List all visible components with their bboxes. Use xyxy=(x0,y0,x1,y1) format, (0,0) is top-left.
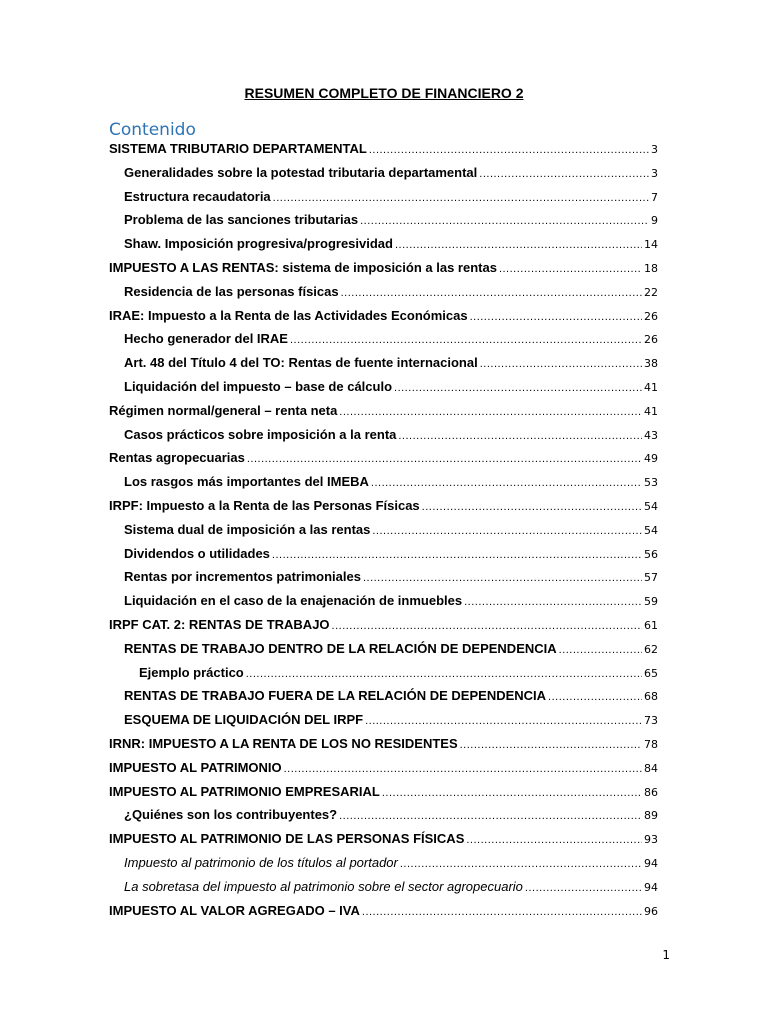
toc-dot-leader xyxy=(464,596,642,608)
toc-entry-page-number: 26 xyxy=(644,309,658,323)
toc-entry-page-number: 14 xyxy=(644,238,658,252)
toc-entry[interactable] xyxy=(124,212,658,232)
toc-entry-page-number: 53 xyxy=(644,476,658,490)
toc-dot-leader xyxy=(371,477,642,489)
toc-entry[interactable] xyxy=(109,141,658,161)
toc-entry-page-number: 61 xyxy=(644,619,658,632)
page-number: 1 xyxy=(662,948,670,962)
toc-entry-page-number: 49 xyxy=(644,452,658,466)
toc-dot-leader xyxy=(470,311,642,323)
toc-dot-leader xyxy=(360,215,649,227)
toc-entry-page-number: 9 xyxy=(651,214,658,228)
toc-entry-page-number: 22 xyxy=(644,285,658,299)
toc-entry[interactable] xyxy=(109,617,658,637)
toc-entry-label: IRNR: IMPUESTO A LA RENTA DE LOS NO RESIDENTES xyxy=(109,736,458,751)
toc-entry-label: Hecho generador del IRAE xyxy=(124,331,288,347)
toc-heading: Contenido xyxy=(109,120,196,140)
toc-entry-label: Shaw. Imposición progresiva/progresividad xyxy=(124,236,393,252)
toc-entry-label: SISTEMA TRIBUTARIO DEPARTAMENTAL xyxy=(109,141,367,156)
toc-dot-leader xyxy=(382,787,642,799)
toc-entry[interactable] xyxy=(109,498,658,518)
toc-dot-leader xyxy=(365,715,642,727)
toc-entry-label: IMPUESTO AL VALOR AGREGADO – IVA xyxy=(109,902,360,918)
toc-entry[interactable] xyxy=(124,379,658,399)
toc-entry[interactable] xyxy=(124,522,658,542)
toc-entry[interactable] xyxy=(109,784,658,804)
toc-entry[interactable] xyxy=(124,189,658,209)
toc-entry[interactable] xyxy=(109,831,658,851)
toc-dot-leader xyxy=(341,287,642,299)
toc-entry[interactable] xyxy=(109,308,658,328)
toc-entry-page-number: 84 xyxy=(644,761,658,775)
toc-dot-leader xyxy=(480,358,642,370)
toc-entry-label: IRPF: Impuesto a la Renta de las Personas Físicas xyxy=(109,498,420,513)
toc-entry-label: Sistema dual de imposición a las rentas xyxy=(124,521,371,537)
toc-entry[interactable] xyxy=(124,331,658,351)
toc-dot-leader xyxy=(422,501,642,513)
toc-entry-page-number: 18 xyxy=(644,262,658,275)
toc-entry-page-number: 89 xyxy=(644,809,658,823)
toc-entry[interactable] xyxy=(124,712,658,732)
toc-entry-page-number: 54 xyxy=(644,523,658,537)
toc-dot-leader xyxy=(246,668,642,680)
toc-entry-page-number: 68 xyxy=(644,690,658,704)
toc-entry-page-number: 38 xyxy=(644,357,658,371)
toc-entry-page-number: 56 xyxy=(644,547,658,561)
toc-entry-label: IRPF CAT. 2: RENTAS DE TRABAJO xyxy=(109,617,330,632)
toc-entry-page-number: 54 xyxy=(644,500,658,513)
toc-entry-label: Dividendos o utilidades xyxy=(124,545,270,561)
toc-entry[interactable] xyxy=(109,260,658,280)
toc-entry-label: Casos prácticos sobre imposición a la renta xyxy=(124,426,397,442)
toc-entry-label: Liquidación del impuesto – base de cálculo xyxy=(124,379,393,394)
toc-entry-page-number: 41 xyxy=(644,404,658,418)
toc-entry[interactable] xyxy=(124,474,658,494)
toc-entry-page-number: 94 xyxy=(644,880,658,894)
toc-entry-page-number: 62 xyxy=(644,642,658,656)
toc-dot-leader xyxy=(400,858,642,870)
toc-entry[interactable] xyxy=(124,688,658,708)
toc-entry-page-number: 73 xyxy=(644,714,658,728)
toc-entry-page-number: 78 xyxy=(644,738,658,751)
toc-entry[interactable] xyxy=(124,236,658,256)
toc-dot-leader xyxy=(395,239,642,251)
toc-entry[interactable] xyxy=(124,284,658,304)
document-title: RESUMEN COMPLETO DE FINANCIERO 2 xyxy=(244,85,524,101)
toc-entry-label: Rentas por incrementos patrimoniales xyxy=(124,569,361,585)
toc-entry-label: ¿Quiénes son los contribuyentes? xyxy=(124,807,338,823)
toc-entry[interactable] xyxy=(124,879,658,899)
toc-entry-label: IMPUESTO AL PATRIMONIO xyxy=(109,759,282,775)
toc-entry[interactable] xyxy=(124,807,658,827)
toc-entry-page-number: 86 xyxy=(644,785,658,799)
toc-entry-label: La sobretasa del impuesto al patrimonio sobre el sector agropecuario xyxy=(124,878,523,894)
toc-entry-page-number: 7 xyxy=(651,190,658,204)
toc-entry-page-number: 41 xyxy=(644,381,658,394)
toc-dot-leader xyxy=(525,882,642,894)
toc-entry[interactable] xyxy=(124,427,658,447)
toc-dot-leader xyxy=(247,453,642,465)
toc-entry-label: Liquidación en el caso de la enajenación de inmuebles xyxy=(124,593,463,609)
toc-entry[interactable] xyxy=(109,403,658,423)
toc-entry[interactable] xyxy=(109,736,658,756)
toc-dot-leader xyxy=(394,382,642,394)
toc-dot-leader xyxy=(272,549,642,561)
toc-entry[interactable] xyxy=(109,450,658,470)
toc-entry-label: ESQUEMA DE LIQUIDACIÓN DEL IRPF xyxy=(124,712,364,728)
toc-dot-leader xyxy=(398,430,642,442)
toc-entry[interactable] xyxy=(109,760,658,780)
toc-entry-page-number: 43 xyxy=(644,428,658,442)
toc-entry-page-number: 96 xyxy=(644,904,658,918)
toc-dot-leader xyxy=(548,691,642,703)
toc-entry-label: IRAE: Impuesto a la Renta de las Actividades Económicas xyxy=(109,307,468,323)
toc-entry-label: Art. 48 del Título 4 del TO: Rentas de fuente internacional xyxy=(124,355,478,371)
toc-entry-label: Ejemplo práctico xyxy=(139,664,244,680)
toc-dot-leader xyxy=(332,620,642,632)
toc-entry-label: RENTAS DE TRABAJO DENTRO DE LA RELACIÓN DE DEPENDENCIA xyxy=(124,640,557,656)
toc-entry-label: IMPUESTO AL PATRIMONIO DE LAS PERSONAS FÍSICAS xyxy=(109,831,465,847)
toc-entry-label: Impuesto al patrimonio de los títulos al portador xyxy=(124,855,398,870)
toc-entry-page-number: 59 xyxy=(644,595,658,609)
toc-entry-label: Régimen normal/general – renta neta xyxy=(109,402,338,418)
toc-dot-leader xyxy=(369,144,649,156)
toc-entry-label: Rentas agropecuarias xyxy=(109,450,245,466)
toc-entry-page-number: 3 xyxy=(651,143,658,156)
toc-entry-label: Estructura recaudatoria xyxy=(124,188,271,204)
toc-entry-page-number: 3 xyxy=(651,166,658,180)
toc-dot-leader xyxy=(339,406,642,418)
toc-entry-label: Residencia de las personas físicas xyxy=(124,283,339,299)
toc-entry-label: IMPUESTO AL PATRIMONIO EMPRESARIAL xyxy=(109,783,380,799)
toc-entry-label: IMPUESTO A LAS RENTAS: sistema de imposición a las rentas xyxy=(109,260,497,275)
toc-dot-leader xyxy=(460,739,642,751)
toc-dot-leader xyxy=(284,763,642,775)
toc-dot-leader xyxy=(362,906,642,918)
toc-dot-leader xyxy=(339,810,642,822)
toc-dot-leader xyxy=(363,572,642,584)
toc-entry-page-number: 94 xyxy=(644,857,658,870)
toc-entry-label: Generalidades sobre la potestad tributaria departamental xyxy=(124,164,478,180)
toc-entry[interactable] xyxy=(109,903,658,923)
toc-dot-leader xyxy=(290,334,642,346)
toc-dot-leader xyxy=(499,263,642,275)
toc-entry-label: Problema de las sanciones tributarias xyxy=(124,212,359,228)
toc-entry-page-number: 26 xyxy=(644,333,658,347)
toc-entry[interactable] xyxy=(139,665,658,685)
toc-entry[interactable] xyxy=(124,165,658,185)
toc-entry-page-number: 65 xyxy=(644,666,658,680)
toc-entry-page-number: 57 xyxy=(644,571,658,585)
toc-entry[interactable] xyxy=(124,855,658,875)
toc-entry[interactable] xyxy=(124,569,658,589)
toc-dot-leader xyxy=(273,192,649,204)
toc-entry[interactable] xyxy=(124,593,658,613)
toc-entry-label: RENTAS DE TRABAJO FUERA DE LA RELACIÓN DE DEPENDENCIA xyxy=(124,688,547,704)
toc-dot-leader xyxy=(559,644,642,656)
toc-entry[interactable] xyxy=(124,355,658,375)
toc-entry[interactable] xyxy=(124,641,658,661)
toc-dot-leader xyxy=(372,525,642,537)
toc-entry-label: Los rasgos más importantes del IMEBA xyxy=(124,474,369,490)
toc-entry[interactable] xyxy=(124,546,658,566)
toc-entry-page-number: 93 xyxy=(644,833,658,847)
toc-dot-leader xyxy=(466,834,642,846)
toc-dot-leader xyxy=(479,168,649,180)
